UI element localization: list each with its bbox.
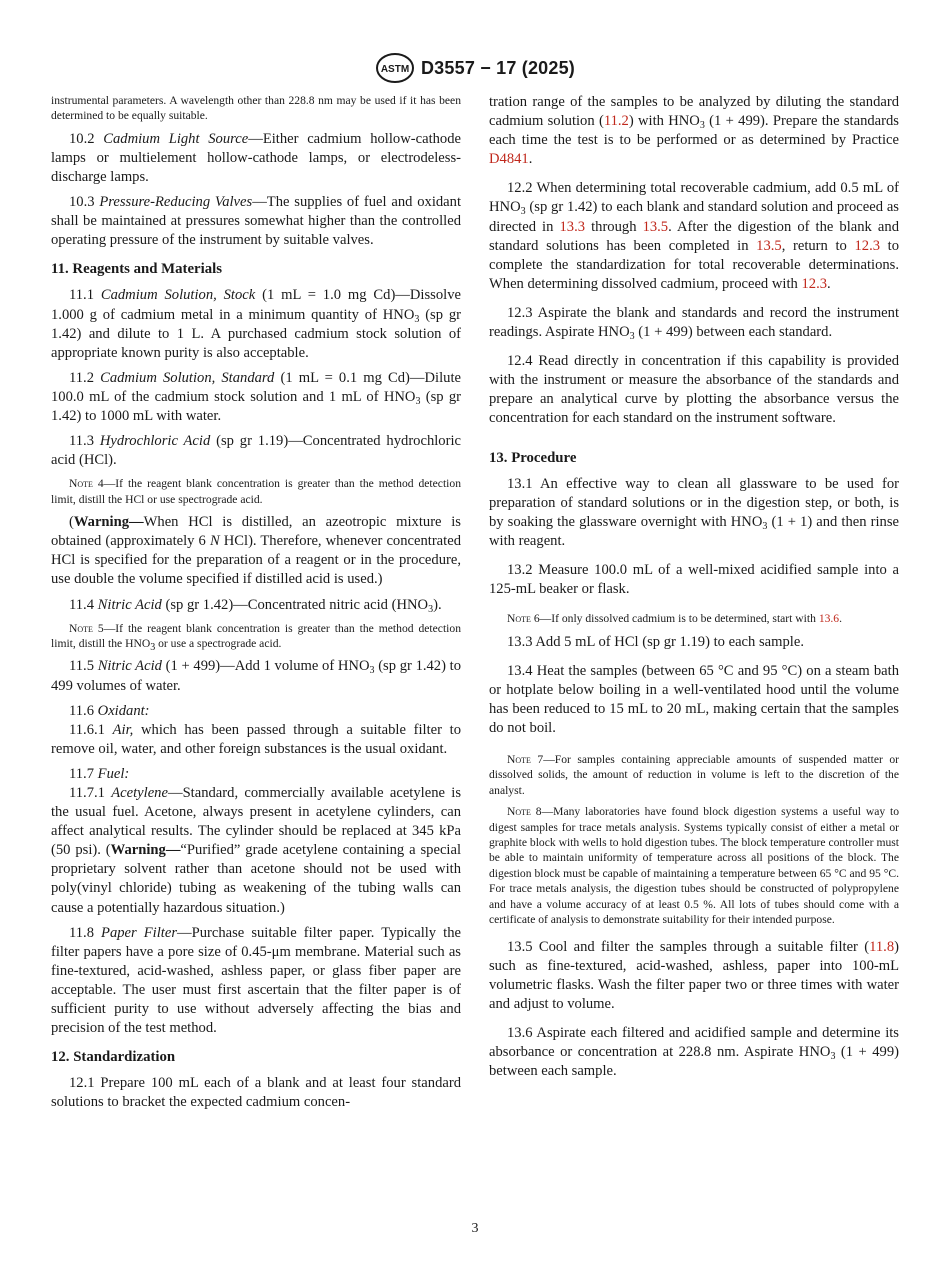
section-heading-12: 12. Standardization (51, 1049, 176, 1066)
section-heading-11: 11. Reagents and Materials (51, 261, 222, 278)
paragraph-13-6: 13.6 Aspirate each filtered and acidified sample and determine its absorbance or concentration at 228.8 nm. Aspirate $HNO_3$ (1 + 499) between each sample. (489, 1024, 899, 1080)
astm-logo-icon (375, 52, 415, 84)
note-6: Note 6—If only dissolved cadmium is to be determined, start with 13.6. (507, 612, 843, 626)
paragraph-11-6: 11.6 Oxidant: (69, 702, 150, 719)
paragraph-12-1: 12.1 Prepare 100 mL each of a blank and at least four standard solutions to bracket the expected cadmium concen- (51, 1075, 461, 1111)
right-column (489, 93, 899, 1087)
note-7: Note 7—For samples containing appreciable amounts of suspended matter or dissolved solids, the amount of reduction in volume is left to the discretion of the analyst. (489, 753, 899, 797)
ref-12-3-b[interactable]: 12.3 (801, 275, 828, 292)
paragraph-11-7-1: 11.7.1 Acetylene—Standard, commercially available acetylene is the usual fuel. Acetone, always present in acetylene cylinders, can affect analytical results. The cylinder should be replaced at 345 kPa (50 psi). (Warning—“Purified” grade acetylene containing a special proprietary solvent rather than acetone should not be used with poly(vinyl chloride) tubing as weakening of the tubing walls can cause a potentially hazardous situation.) (51, 784, 462, 916)
ref-13-5[interactable]: 13.5 (642, 218, 669, 235)
paragraph-11-7: 11.7 Fuel: (69, 765, 130, 782)
paragraph-13-1: 13.1 An effective way to clean all glassware to be used for preparation of standard solutions or in the digestion step, or both, is by soaking the glassware overnight with $HNO_3$ (1 + 1) and then rinse with reagent. (489, 475, 899, 549)
paragraph-13-2: 13.2 Measure 100.0 mL of a well-mixed acidified sample into a 125-mL beaker or flask. (489, 561, 899, 598)
paragraph-11-3: 11.3 Hydrochloric Acid (sp gr 1.19)—Concentrated hydrochloric acid (HCl). (51, 433, 461, 469)
paragraph-11-4: 11.4 Nitric Acid (sp gr 1.42)—Concentrated nitric acid $(HNO_3)$. (69, 596, 442, 615)
paragraph-11-1: 11.1 Cadmium Solution, Stock (1 mL = 1.0 mg Cd)—Dissolve 1.000 g of cadmium metal in a minimum quantity of $HNO_3$ (sp gr 1.42) and dilute to 1 L. A purchased cadmium stock solution of appropriate known purity is also acceptable. (51, 287, 462, 361)
paragraph-11-6-1: 11.6.1 Air, which has been passed through a suitable filter to remove oil, water, and other foreign substances is the usual oxidant. (51, 721, 461, 757)
note-4: Note 4—If the reagent blank concentration is greater than the method detection limit, distill the HCl or use spectrograde acid. (51, 477, 461, 506)
paragraph-12-3: 12.3 Aspirate the blank and standards and record the instrument readings. Aspirate $HNO_3$ (1 + 499) between each standard. (489, 304, 899, 343)
page-number: 3 (471, 1221, 479, 1236)
paragraph-13-5: 13.5 Cool and filter the samples through a suitable filter (11.8) such as fine-textured, acid-washed, ashless, paper into 100-mL volumetric flasks. Wash the filter paper two or three times with water and adjust to volume. (489, 938, 899, 1012)
ref-d4841[interactable]: D4841 (489, 151, 529, 168)
paragraph-13-4: 13.4 Heat the samples (between 65 °C and 95 °C) on a steam bath or hotplate below boiling in a well-ventilated hood until the volume has been reduced to 15 mL to 20 mL, making certain that the samples do not boil. (489, 662, 899, 736)
paragraph-10-2: 10.2 Cadmium Light Source—Either cadmium hollow-cathode lamps or multielement hollow-cathode lamps, or electrodeless-discharge lamps. (51, 130, 461, 185)
paragraph-13-3: 13.3 Add 5 mL of HCl (sp gr 1.19) to each sample. (507, 633, 804, 650)
ref-11-2[interactable]: 11.2 (603, 113, 629, 130)
ref-13-6[interactable]: 13.6 (818, 612, 840, 626)
paragraph-11-5: 11.5 Nitric Acid (1 + 499)—Add 1 volume of $HNO_3$ (sp gr 1.42) to 499 volumes of water. (51, 658, 462, 694)
ref-12-3[interactable]: 12.3 (854, 237, 881, 254)
ref-13-3[interactable]: 13.3 (559, 218, 586, 235)
paragraph-10-3: 10.3 Pressure-Reducing Valves—The supplies of fuel and oxidant shall be maintained at pressures somewhat higher than the controlled operating pressure of the instrument by suitable valves. (51, 194, 462, 249)
paragraph-12-4: 12.4 Read directly in concentration if this capability is provided with the instrument or measure the absorbance of the standards and prepare an analytical curve by plotting the absorbance versus the concentration for each standard on the instrument software. (489, 353, 899, 427)
note-5: Note 5—If the reagent blank concentration is greater than the method detection limit, distill the $HNO_3$ or use a spectrograde acid. (51, 621, 461, 653)
paragraph-12-1-continued: tration range of the samples to be analyzed by diluting the standard cadmium solution (11.2) with $HNO_3$ (1 + 499). Prepare the standards each time the test is to be performed or as determined by Practice D4841. (489, 94, 899, 168)
document-id: D3557 − 17 (2025) (420, 57, 575, 78)
paragraph-10-1-continued: instrumental parameters. A wavelength other than 228.8 nm may be used if it has been determined to be equally suitable. (51, 94, 461, 123)
section-heading-13: 13. Procedure (489, 449, 577, 466)
paragraph-11-2: 11.2 Cadmium Solution, Standard (1 mL = 0.1 mg Cd)—Dilute 100.0 mL of the cadmium stock solution and 1 mL of $HNO_3$ (sp gr 1.42) to 1000 mL with water. (51, 369, 462, 425)
left-column (51, 93, 461, 1118)
paragraph-11-8: 11.8 Paper Filter—Purchase suitable filter paper. Typically the filter papers have a pore size of 0.45-μm membrane. Material such as fine-textured, acid-washed, ashless paper, or glass fiber paper are acceptable. The user must first ascertain that the filter paper is of sufficient purity to use without adversely affecting the bias and precision of the test method. (51, 924, 461, 1037)
svg-text:ASTM: ASTM (380, 64, 410, 75)
note-8: Note 8—Many laboratories have found block digestion systems a useful way to digest samples for trace metals analysis. Systems typically consist of either a metal or graphite block with wells to hold digestion tubes. The block temperature controller must be able to maintain uniformity of temperature across all positions of the block. The digestion block must be capable of maintaining a temperature between 65 °C and 95 °C. For trace metals analysis, the digestion tubes should be constructed of polypropylene and have a volume accuracy of at least 0.5 %. All lots of tubes should come with a certificate of analysis to demonstrate suitability for their intended purpose. (489, 805, 899, 927)
warning-hcl: (Warning—When HCl is distilled, an azeotropic mixture is obtained (approximately 6 N HCl). Therefore, whenever concentrated HCl is specified for the preparation of a reagent or in the procedure, use double the volume specified if distilled acid is used.) (51, 514, 461, 588)
page-header (0, 50, 950, 86)
ref-11-8[interactable]: 11.8 (869, 938, 895, 955)
paragraph-12-2: 12.2 When determining total recoverable cadmium, add 0.5 mL of $HNO_3$ (sp gr 1.42) to each blank and standard solution and proceed as directed in 13.3 through 13.5. After the digestion of the blank and standard solutions has been completed in 13.5, return to 12.3 to complete the standardization for total recoverable determinations. When determining dissolved cadmium, proceed with 12.3. (489, 180, 900, 292)
ref-13-5-b[interactable]: 13.5 (756, 237, 782, 254)
